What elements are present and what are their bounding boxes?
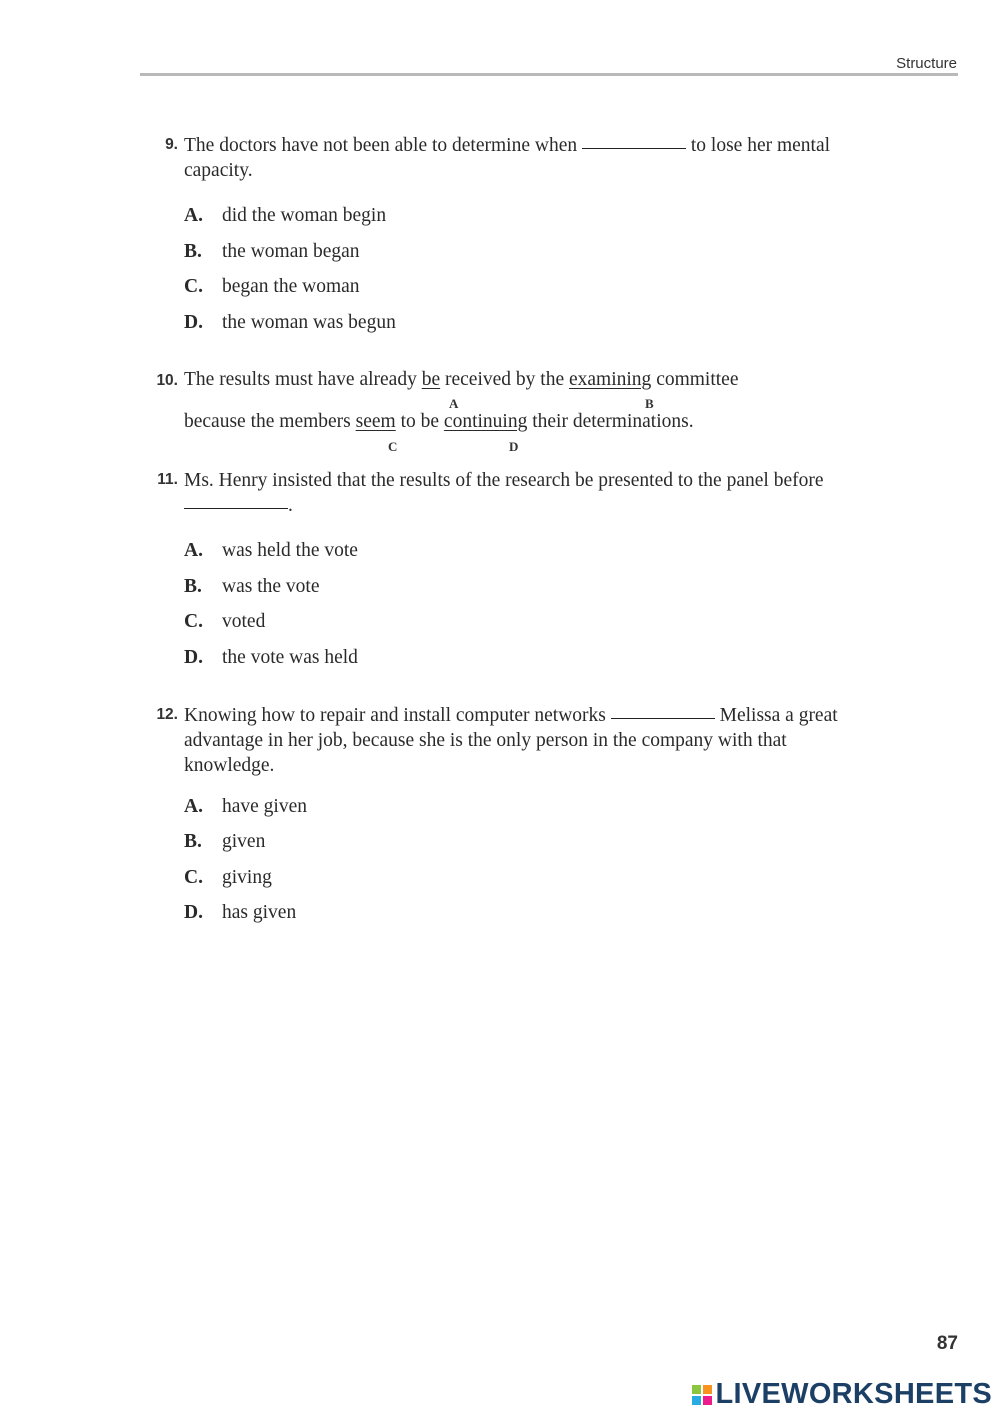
question-10-number: 10. xyxy=(156,372,178,389)
question-10-marker-a: A xyxy=(449,396,459,411)
question-10-marker-d: D xyxy=(509,439,519,454)
question-11-option-c[interactable]: C. voted xyxy=(184,611,266,632)
question-12-option-d[interactable]: D. has given xyxy=(184,902,297,923)
question-10-line-2: because the members seem to be continuing their determinations. xyxy=(184,411,694,432)
logo-square-4 xyxy=(703,1396,712,1405)
liveworksheets-logo-icon xyxy=(692,1385,712,1405)
question-11-stem-end: . xyxy=(288,495,293,516)
question-9-option-b[interactable]: B. the woman began xyxy=(184,241,360,262)
logo-square-1 xyxy=(692,1385,701,1394)
brand-text: LIVEWORKSHEETS xyxy=(715,1378,992,1410)
question-11-option-d[interactable]: D. the vote was held xyxy=(184,647,358,668)
header-divider xyxy=(140,73,958,76)
question-12-stem-end: Melissa a great advantage in her job, because she is the only person in the company with that knowledge. xyxy=(184,705,838,776)
question-9-option-a[interactable]: A. did the woman begin xyxy=(184,205,387,226)
question-12-number: 12. xyxy=(156,706,178,723)
question-12-text xyxy=(184,703,854,778)
question-10-underline-d[interactable]: continuing xyxy=(443,411,528,432)
question-12-option-b[interactable]: B. given xyxy=(184,831,266,852)
question-12-option-c[interactable]: C. giving xyxy=(184,867,272,888)
question-9-stem-start: The doctors have not been able to determine when xyxy=(184,135,578,156)
question-10-underline-c[interactable]: seem xyxy=(355,411,396,432)
question-9-stem-end: to lose her mental capacity. xyxy=(184,135,831,181)
question-10-marker-b: B xyxy=(645,396,654,411)
question-10-marker-c: C xyxy=(388,439,398,454)
question-11-option-b[interactable]: B. was the vote xyxy=(184,576,320,597)
question-11-stem-start: Ms. Henry insisted that the results of the research be presented to the panel before xyxy=(184,470,824,491)
section-title: Structure xyxy=(896,55,957,72)
question-9-option-c[interactable]: C. began the woman xyxy=(184,276,360,297)
question-9-blank[interactable] xyxy=(582,148,686,149)
question-9-text xyxy=(184,133,834,183)
page-number: 87 xyxy=(936,1333,958,1354)
question-12-option-a[interactable]: A. have given xyxy=(184,796,308,817)
logo-square-3 xyxy=(692,1396,701,1405)
question-12-blank[interactable] xyxy=(611,718,715,719)
question-11-text xyxy=(184,468,839,518)
question-11-blank[interactable] xyxy=(184,508,288,509)
question-9-option-d[interactable]: D. the woman was begun xyxy=(184,312,396,333)
question-12-stem-start: Knowing how to repair and install computer networks xyxy=(184,705,606,726)
question-11-number: 11. xyxy=(157,471,178,488)
question-11-option-a[interactable]: A. was held the vote xyxy=(184,540,358,561)
question-10-line-1: The results must have already be received by the examining committee xyxy=(184,369,739,390)
question-10-underline-a[interactable]: be xyxy=(421,369,441,390)
liveworksheets-brand[interactable] xyxy=(692,1378,993,1411)
logo-square-2 xyxy=(703,1385,712,1394)
question-10-underline-b[interactable]: examining xyxy=(568,369,652,390)
question-9-number: 9. xyxy=(165,136,178,153)
